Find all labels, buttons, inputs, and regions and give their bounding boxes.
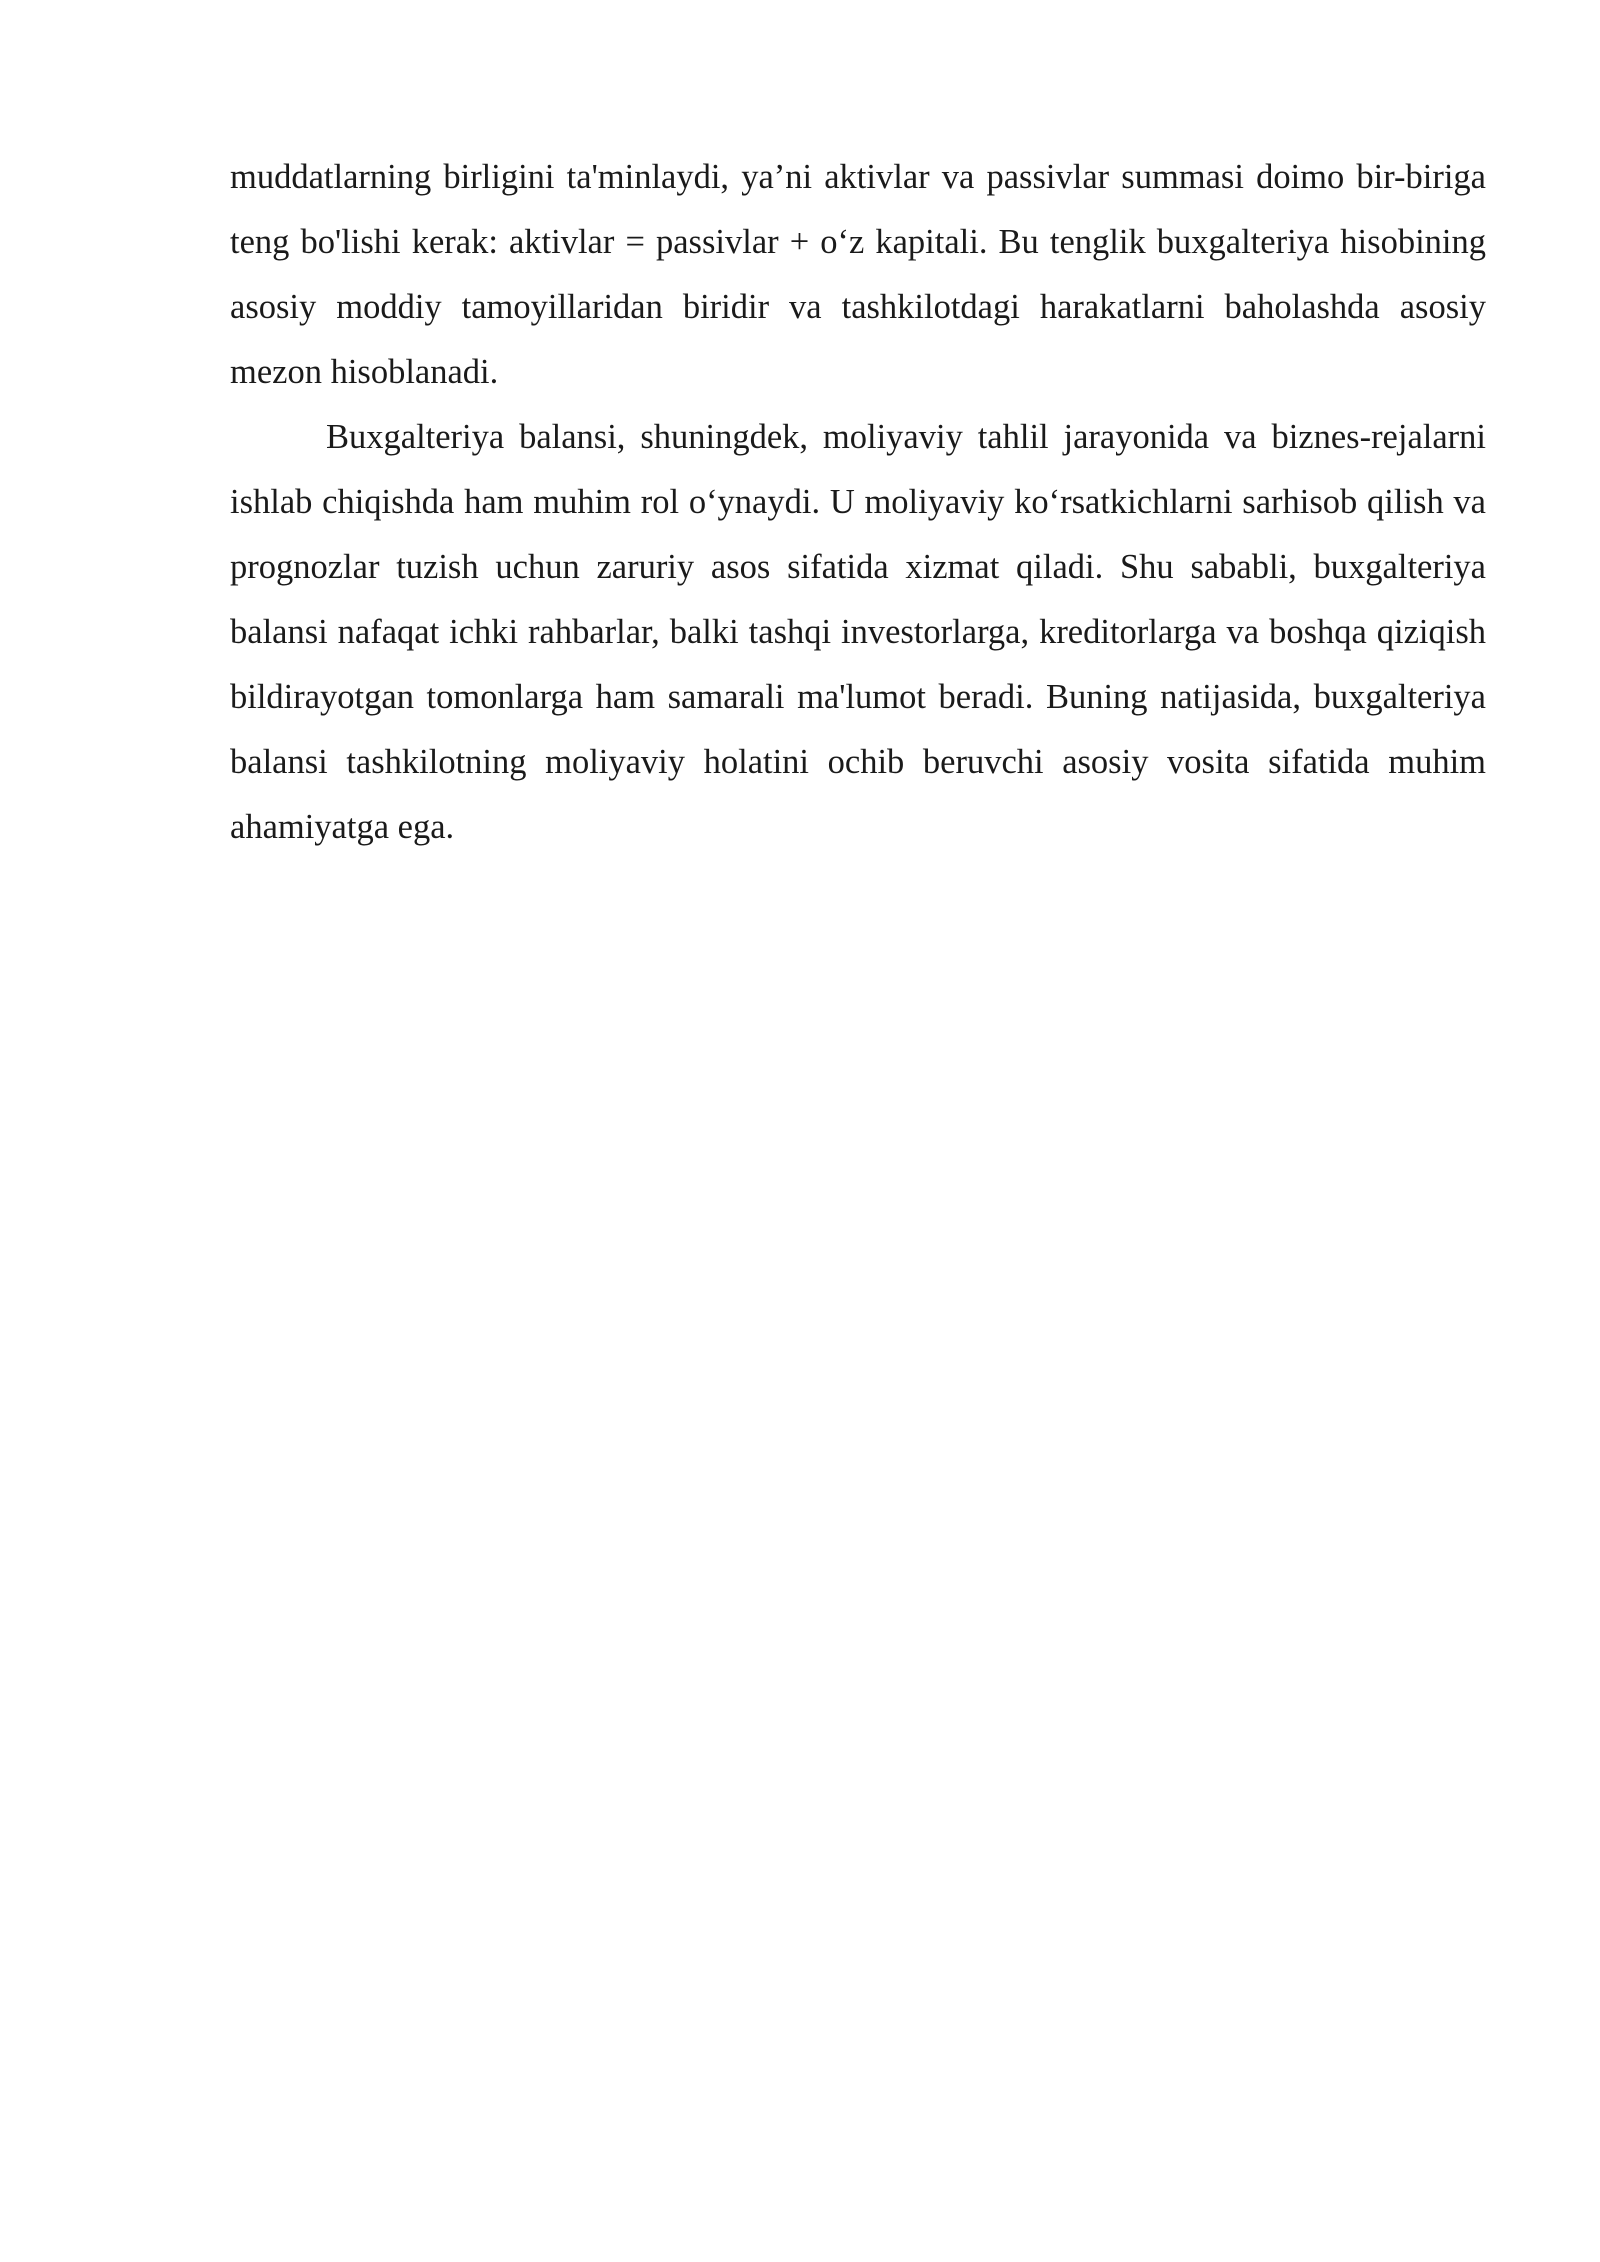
body-text [230,145,1486,860]
paragraph: Buxgalteriya balansi, shuningdek, moliyaviy tahlil jarayonida va biznes-rejalarni ishlab chiqishda ham muhim rol o‘ynaydi. U moliyaviy ko‘rsatkichlarni sarhisob qilish va prognozlar tuzish uchun zaruriy asos sifatida xizmat qiladi. Shu sababli, buxgalteriya balansi nafaqat ichki rahbarlar, balki tashqi investorlarga, kreditorlarga va boshqa qiziqish bildirayotgan tomonlarga ham samarali ma'lumot beradi. Buning natijasida, buxgalteriya balansi tashkilotning moliyaviy holatini ochib beruvchi asosiy vosita sifatida muhim ahamiyatga ega. [230,418,1486,846]
paragraph-continuation: muddatlarning birligini ta'minlaydi, ya’ni aktivlar va passivlar summasi doimo bir-biriga teng bo'lishi kerak: aktivlar = passivlar + o‘z kapitali. Bu tenglik buxgalteriya hisobining asosiy moddiy tamoyillaridan biridir va tashkilotdagi harakatlarni baholashda asosiy mezon hisoblanadi. [230,158,1486,391]
